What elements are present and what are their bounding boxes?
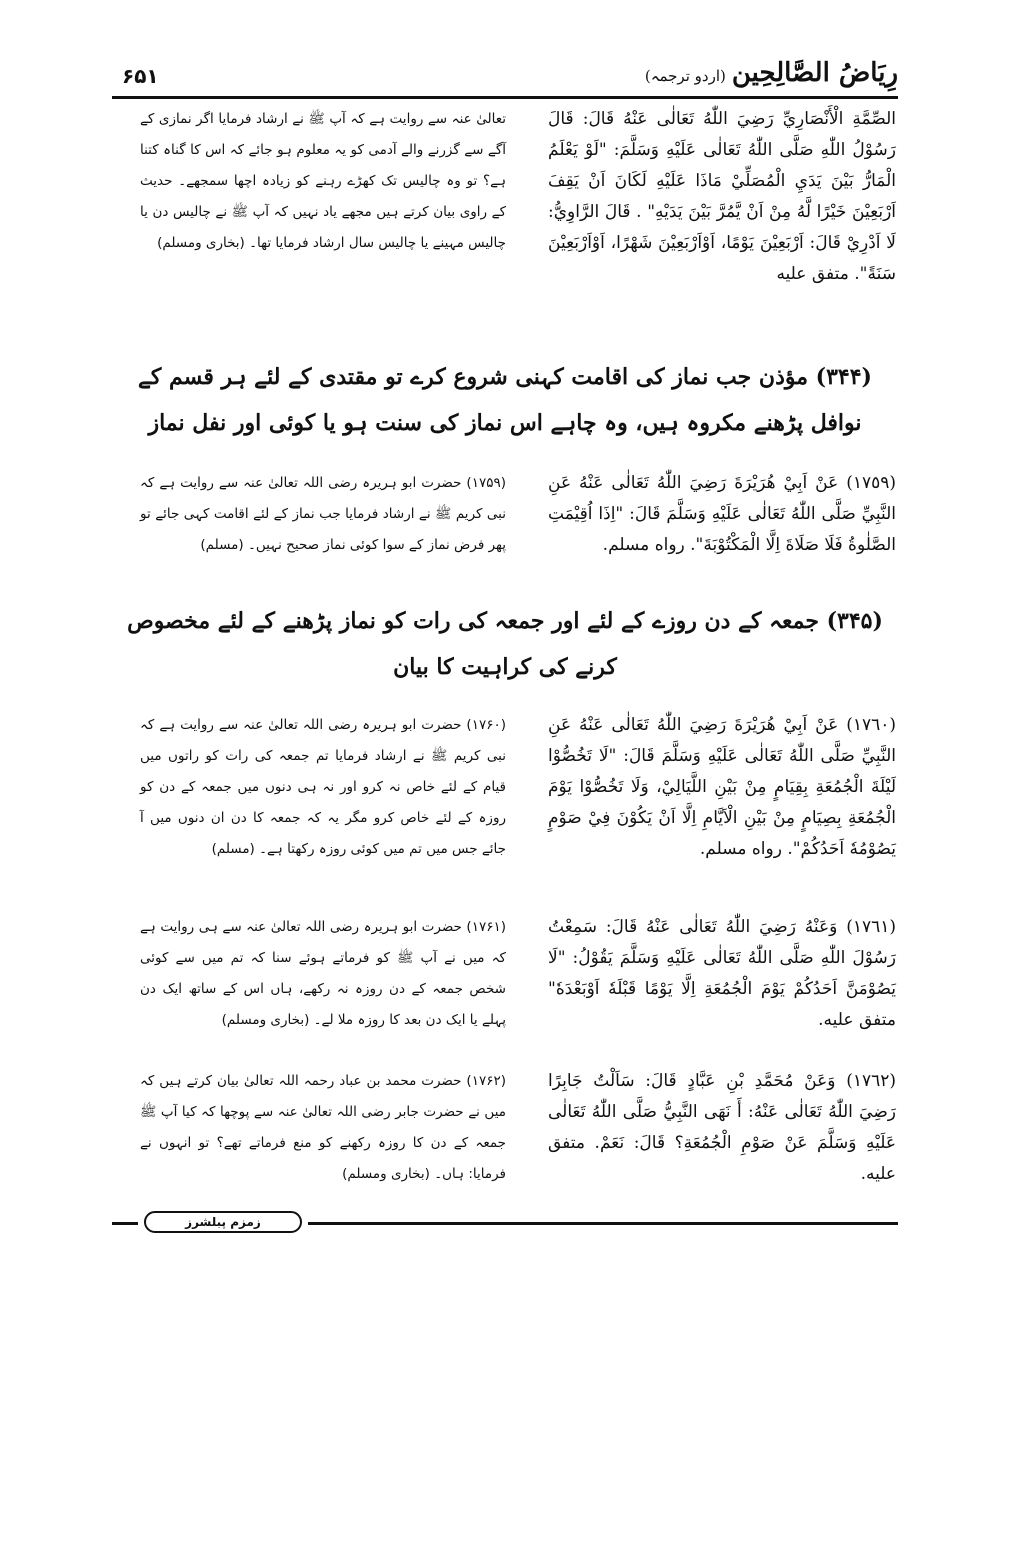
footer-rule-short <box>112 1222 138 1225</box>
footer-rule <box>308 1222 898 1225</box>
page-footer <box>112 1213 898 1233</box>
chapter-heading-344: (۳۴۴) مؤذن جب نماز کی اقامت کہنی شروع کرے تو مقتدی کے لئے ہر قسم کے نوافل پڑھنے مکروہ ہیں، وہ چاہے اس نماز کی سنت ہو یا کوئی اور نفل نماز <box>138 364 872 436</box>
book-subtitle: (اردو ترجمہ) <box>644 67 726 85</box>
hadith-1761-urdu: (۱۷۶۱) حضرت ابو ہریرہ رضی اللہ تعالیٰ عنہ سے ہی روایت ہے کہ میں نے آپ ﷺ کو فرماتے ہوئے سنا کہ تم میں سے کوئی شخص جمعہ کے دن روزہ نہ رکھے، ہاں اس کے ساتھ ایک دن پہلے یا ایک دن بعد کا روزہ ملا لے۔ (بخاری ومسلم) <box>140 919 506 1028</box>
hadith-1762-arabic: (١٧٦٢) وَعَنْ مُحَمَّدِ بْنِ عَبَّادٍ قَالَ: سَاَلْتُ جَابِرًا رَضِيَ اللّٰهُ تَعَالٰى عَنْهُ: أَ نَهَى النَّبِيُّ صَلَّى اللّٰهُ تَعَالٰى عَلَيْهِ وَسَلَّمَ عَنْ صَوْمِ الْجُمُعَةِ؟ قَالَ: نَعَمْ. متفق عليه. <box>548 1071 896 1184</box>
hadith-arabic-text: الصِّمَّةِ الْأَنْصَارِيِّ رَضِيَ اللّٰهُ تَعَالٰى عَنْهُ قَالَ: قَالَ رَسُوْلُ اللّٰهِ صَلَّى اللّٰهُ تَعَالٰى عَلَيْهِ وَسَلَّمَ: "لَوْ يَعْلَمُ الْمَارُّ بَيْنَ يَدَيِ الْمُصَلِّيْ مَاذَا عَلَيْهِ لَكَانَ اَنْ يَقِفَ اَرْبَعِيْنَ خَيْرًا لَّهُ مِنْ اَنْ يَّمُرَّ بَيْنَ يَدَيْهِ" . قَالَ الرَّاوِيُّ: لَا اَدْرِيْ قَالَ: اَرْبَعِيْنَ يَوْمًا، اَوْاَرْبَعِيْنَ شَهْرًا، اَوْاَرْبَعِيْنَ سَنَةً". متفق عليه <box>548 109 896 284</box>
publisher-badge: زمزم پبلشرز <box>144 1211 302 1233</box>
hadith-1760-arabic: (١٧٦٠) عَنْ اَبِيْ هُرَيْرَةَ رَضِيَ اللّٰهُ تَعَالٰى عَنْهُ عَنِ النَّبِيِّ صَلَّى اللّٰهُ تَعَالٰى عَلَيْهِ وَسَلَّمَ قَالَ: "لَا تَخُصُّوْا لَيْلَةَ الْجُمُعَةِ بِقِيَامٍ مِنْ بَيْنِ اللَّيَالِيْ، وَلَا تَخُصُّوْا يَوْمَ الْجُمُعَةِ بِصِيَامٍ مِنْ بَيْنِ الْاَيَّامِ اِلَّا اَنْ يَكُوْنَ فِيْ صَوْمٍ يَصُوْمُهٗ اَحَدُكُمْ". رواه مسلم. <box>548 715 896 859</box>
hadith-1760-urdu: (۱۷۶۰) حضرت ابو ہریرہ رضی اللہ تعالیٰ عنہ سے روایت ہے کہ نبی کریم ﷺ نے ارشاد فرمایا تم جمعہ کی رات کو راتوں میں قیام کے لئے خاص نہ کرو اور نہ ہی دنوں میں جمعہ کے دن کو روزہ کے لئے خاص کرو مگر یہ کہ جمعہ کا دن ان دنوں میں آ جائے جس میں تم میں کوئی روزہ رکھتا ہے۔ (مسلم) <box>140 717 506 857</box>
hadith-1761-arabic: (١٧٦١) وَعَنْهُ رَضِيَ اللّٰهُ تَعَالٰى عَنْهُ قَالَ: سَمِعْتُ رَسُوْلَ اللّٰهِ صَلَّى اللّٰهُ تَعَالٰى عَلَيْهِ وَسَلَّمَ يَقُوْلُ: "لَا يَصُوْمَنَّ اَحَدُكُمْ يَوْمَ الْجُمُعَةِ اِلَّا يَوْمًا قَبْلَهٗ اَوْبَعْدَهٗ" متفق عليه. <box>548 917 896 1030</box>
header-rule <box>112 96 898 99</box>
chapter-heading-345: (۳۴۵) جمعہ کے دن روزے کے لئے اور جمعہ کی رات کو نماز پڑھنے کے لئے مخصوص کرنے کی کراہیت کا بیان <box>127 608 883 680</box>
hadith-1759-arabic: (١٧٥٩) عَنْ اَبِيْ هُرَيْرَةَ رَضِيَ اللّٰهُ تَعَالٰى عَنْهُ عَنِ النَّبِيِّ صَلَّى اللّٰهُ تَعَالٰى عَلَيْهِ وَسَلَّمَ قَالَ: "اِذَا اُقِيْمَتِ الصَّلٰوةُ فَلَا صَلَاةَ اِلَّا الْمَكْتُوْبَةَ". رواه مسلم. <box>548 473 896 555</box>
page-number: ۶۵۱ <box>122 64 159 88</box>
hadith-urdu-translation: تعالیٰ عنہ سے روایت ہے کہ آپ ﷺ نے ارشاد فرمایا اگر نمازی کے آگے سے گزرنے والے آدمی کو یہ معلوم ہو جائے کہ اس کا گناہ کتنا ہے؟ تو وہ چالیس تک کھڑے رہنے کو زیادہ اچھا سمجھے۔ حدیث کے راوی بیان کرتے ہیں مجھے یاد نہیں کہ آپ ﷺ نے چالیس دن یا چالیس مہینے یا چالیس سال ارشاد فرمایا تھا۔ (بخاری ومسلم) <box>140 111 506 251</box>
hadith-1762-urdu: (۱۷۶۲) حضرت محمد بن عباد رحمہ اللہ تعالیٰ بیان کرتے ہیں کہ میں نے حضرت جابر رضی اللہ تعالیٰ عنہ سے پوچھا کہ کیا آپ ﷺ جمعہ کے دن کا روزہ رکھنے کو منع فرماتے تھے؟ تو انہوں نے فرمایا: ہاں۔ (بخاری ومسلم) <box>140 1073 506 1182</box>
book-title <box>645 58 898 88</box>
page-header <box>112 56 898 96</box>
book-title-text: رِيَاضُ الصَّالِحِين <box>731 58 898 88</box>
hadith-1759-urdu: (۱۷۵۹) حضرت ابو ہریرہ رضی اللہ تعالیٰ عنہ سے روایت ہے کہ نبی کریم ﷺ نے ارشاد فرمایا جب نماز کے لئے اقامت کہی جائے تو پھر فرض نماز کے سوا کوئی نماز صحیح نہیں۔ (مسلم) <box>140 475 506 553</box>
